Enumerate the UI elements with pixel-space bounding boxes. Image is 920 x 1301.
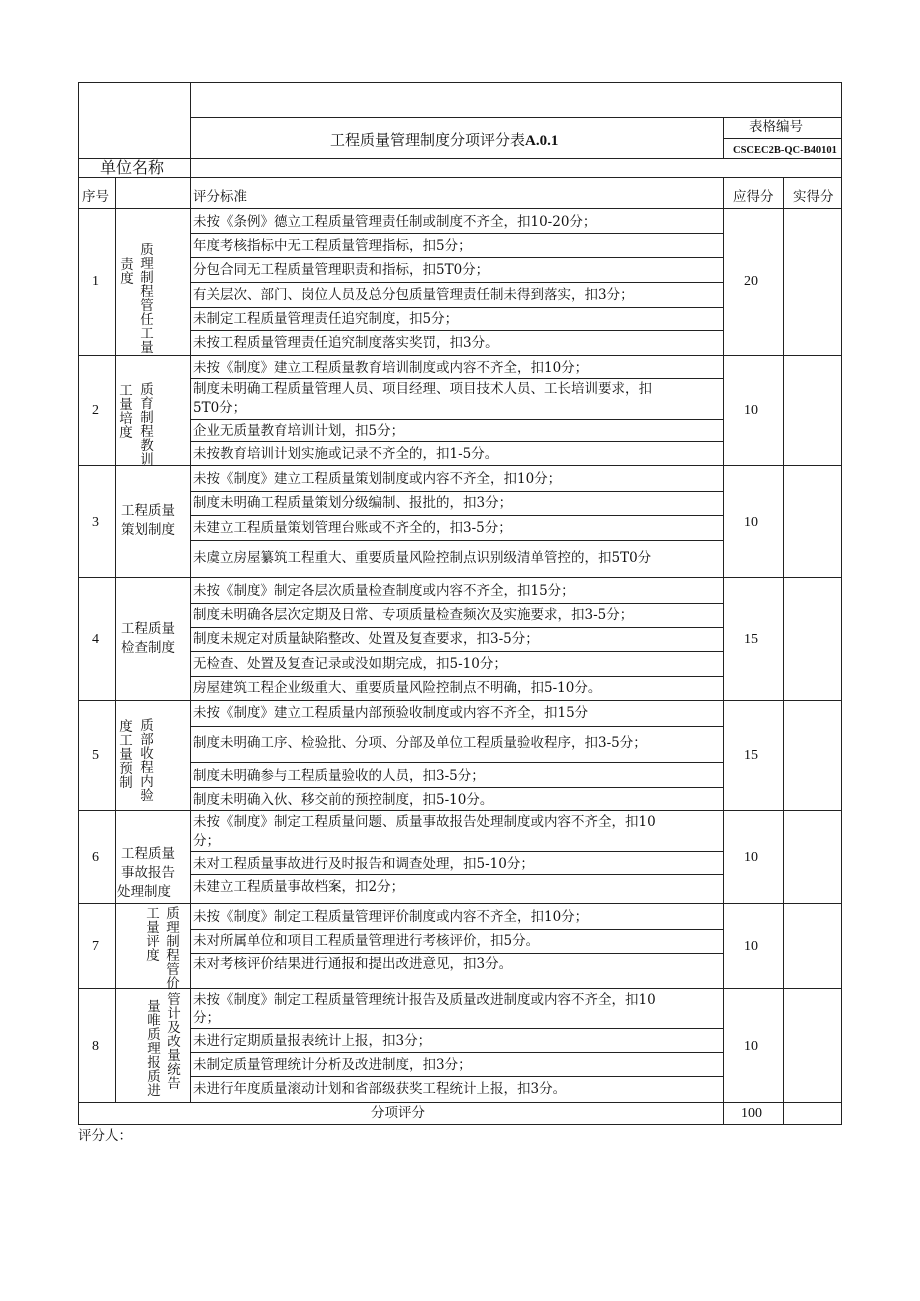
section-name-line: 检查制度 [121, 640, 175, 656]
section-name-col-a: 量唯质理报质进 [147, 999, 161, 1099]
due-score: 10 [744, 939, 758, 954]
section-name-col-a: 工量培度 [119, 383, 133, 441]
section-seq: 1 [92, 274, 99, 289]
due-score: 10 [744, 515, 758, 530]
section-name-line: 处理制度 [117, 884, 171, 900]
criteria-item: 未按《制度》制定各层次质量检查制度或内容不齐全，扣15分； [193, 583, 575, 599]
criteria-item: 未按《制度》建立工程质量教育培训制度或内容不齐全，扣10分； [193, 360, 589, 376]
criteria-item: 未对所属单位和项目工程质量管理进行考核评价，扣5分。 [193, 933, 540, 949]
due-score: 20 [744, 274, 758, 289]
criteria-item: 未建立工程质量事故档案，扣2分； [193, 879, 405, 895]
section-name-col-b: 管计及改量统告 [167, 992, 181, 1092]
section-seq: 6 [92, 850, 99, 865]
criteria-item: 分； [193, 833, 220, 849]
section-seq: 8 [92, 1039, 99, 1054]
subtotal-label: 分项评分 [371, 1105, 425, 1121]
section-name-col-b: 质部收程内验 [140, 718, 154, 804]
section-name-col-a: 工量评度 [146, 906, 160, 964]
criteria-item: 制度未明确各层次定期及日常、专项质量检查频次及实施要求，扣3-5分； [193, 607, 634, 623]
section-name-col-b: 质理制程管任工量 [140, 243, 154, 354]
criteria-item: 制度未明确入伙、移交前的预控制度，扣5-10分。 [193, 792, 494, 808]
due-score: 10 [744, 403, 758, 418]
form-no-label: 表格编号 [749, 119, 803, 135]
due-score: 15 [744, 632, 758, 647]
criteria-item: 未按教育培训计划实施或记录不齐全的，扣1-5分。 [193, 446, 499, 462]
criteria-item: 分包合同无工程质量管理职责和指标，扣5T0分； [193, 262, 490, 278]
scorer-label: 评分人： [78, 1128, 132, 1144]
section-name-line: 策划制度 [121, 522, 175, 538]
criteria-item: 无检查、处置及复查记录或没如期完成，扣5-10分； [193, 656, 507, 672]
criteria-item: 未按《制度》建立工程质量内部预验收制度或内容不齐全，扣15分 [193, 705, 589, 721]
criteria-item: 未进行定期质量报表统计上报，扣3分； [193, 1033, 432, 1049]
criteria-item: 分； [193, 1010, 220, 1026]
due-score: 10 [744, 1039, 758, 1054]
criteria-item: 未制定质量管理统计分析及改进制度，扣3分； [193, 1057, 472, 1073]
section-name-line: 工程质量 [121, 503, 175, 519]
section-name-line: 工程质量 [121, 846, 175, 862]
criteria-item: 未按《制度》制定工程质量问题、质量事故报告处理制度或内容不齐全，扣10 [193, 814, 656, 830]
form-title-code: A.0.1 [525, 133, 559, 149]
due-score: 15 [744, 748, 758, 763]
form-title [330, 132, 558, 150]
criteria-item: 制度未规定对质量缺陷整改、处置及复查要求，扣3-5分； [193, 631, 539, 647]
criteria-item: 制度未明确工程质量管理人员、项目经理、项目技术人员、工长培训要求，扣 [193, 381, 652, 397]
criteria-item: 未建立工程质量策划管理台账或不齐全的，扣3-5分； [193, 520, 512, 536]
criteria-item: 5T0分； [193, 400, 247, 416]
section-seq: 2 [92, 403, 99, 418]
criteria-item: 未制定工程质量管理责任追究制度，扣5分； [193, 311, 459, 327]
criteria-item: 未对考核评价结果进行通报和提出改进意见，扣3分。 [193, 956, 513, 972]
criteria-item: 企业无质量教育培训计划，扣5分； [193, 423, 405, 439]
form-no-value: CSCEC2B-QC-B40101 [733, 145, 837, 156]
criteria-item: 年度考核指标中无工程质量管理指标，扣5分； [193, 238, 472, 254]
form-title-text: 工程质量管理制度分项评分表 [330, 131, 526, 149]
criteria-item: 未按《制度》制定工程质量管理统计报告及质量改进制度或内容不齐全，扣10 [193, 992, 656, 1008]
section-name-col-b: 质育制程教训 [140, 382, 154, 468]
criteria-item: 未按《条例》德立工程质量管理责任制或制度不齐全，扣10-20分； [193, 214, 597, 230]
criteria-item: 未按《制度》建立工程质量策划制度或内容不齐全，扣10分； [193, 471, 562, 487]
section-seq: 7 [92, 939, 99, 954]
criteria-item: 房屋建筑工程企业级重大、重要质量风险控制点不明确，扣5-10分。 [193, 680, 602, 696]
section-name-col-a: 责度 [120, 257, 134, 287]
criteria-item: 未进行年度质量滚动计划和省部级获奖工程统计上报，扣3分。 [193, 1081, 567, 1097]
criteria-item: 有关层次、部门、岗位人员及总分包质量管理责任制未得到落实，扣3分； [193, 287, 634, 303]
col-actual-header: 实得分 [793, 189, 834, 205]
section-name-col-b: 质理制程管价 [166, 906, 180, 992]
criteria-item: 未虞立房屋纂筑工程重大、重要质量风险控制点识别级清单管控的，扣5T0分 [193, 550, 652, 566]
criteria-item: 未对工程质量事故进行及时报告和调查处理，扣5-10分； [193, 856, 534, 872]
criteria-item: 未按《制度》制定工程质量管理评价制度或内容不齐全，扣10分； [193, 909, 589, 925]
section-seq: 3 [92, 515, 99, 530]
criteria-item: 未按工程质量管理责任追究制度落实奖罚，扣3分。 [193, 335, 499, 351]
criteria-item: 制度未明确工序、检验批、分项、分部及单位工程质量验收程序，扣3-5分； [193, 735, 647, 751]
unit-name-label: 单位名称 [100, 158, 165, 177]
criteria-item: 制度未明确参与工程质量验收的人员，扣3-5分； [193, 768, 485, 784]
col-seq-header: 序号 [82, 189, 109, 205]
section-seq: 5 [92, 748, 99, 763]
col-criteria-header: 评分标准 [193, 189, 247, 205]
subtotal-score: 100 [741, 1106, 762, 1121]
section-name-line: 工程质量 [121, 621, 175, 637]
section-name-line: 事故报告 [121, 865, 175, 881]
col-due-header: 应得分 [733, 189, 774, 205]
criteria-item: 制度未明确工程质量策划分级编制、报批的，扣3分； [193, 495, 513, 511]
section-name-col-a: 度工量预制 [119, 719, 133, 791]
due-score: 10 [744, 850, 758, 865]
section-seq: 4 [92, 632, 99, 647]
